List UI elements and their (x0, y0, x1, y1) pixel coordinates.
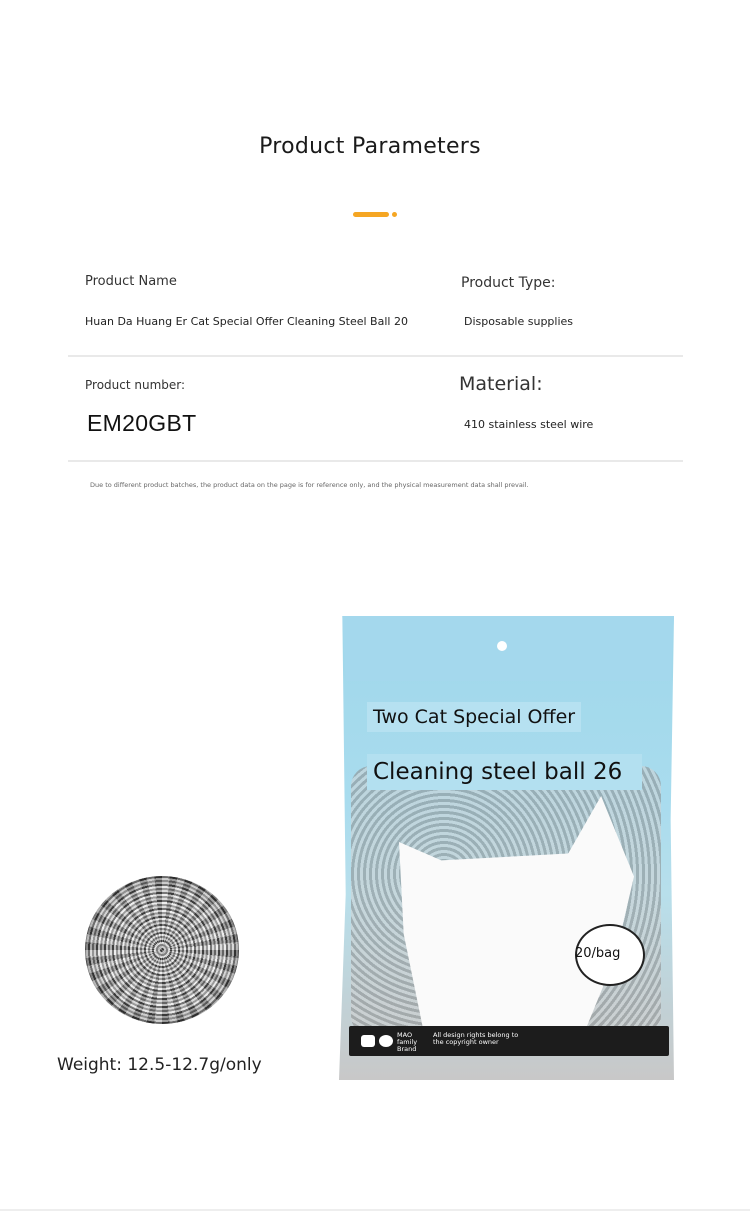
page-title: Product Parameters (259, 134, 481, 159)
disclaimer-text: Due to different product batches, the product data on the page is for reference only, and the physical measurement data shall prevail. (90, 481, 529, 489)
bottom-divider (0, 1209, 750, 1211)
weight-text: Weight: 12.5-12.7g/only (57, 1055, 262, 1075)
product-type-value: Disposable supplies (464, 315, 574, 328)
product-name-label: Product Name (85, 274, 177, 289)
package-product-name: Cleaning steel ball 26 (367, 754, 642, 790)
product-number-label: Product number: (85, 378, 186, 392)
package-image (339, 616, 674, 1080)
rights-text: All design rights belong to the copyright owner (433, 1031, 519, 1046)
row-divider (68, 355, 683, 357)
product-name-value: Huan Da Huang Er Cat Special Offer Cleaning Steel Ball 20 (85, 315, 408, 328)
accent-dot (392, 212, 397, 217)
product-number-value: EM20GBT (87, 410, 197, 436)
package-tagline: Two Cat Special Offer (367, 702, 581, 732)
package-top-seal (339, 616, 674, 681)
product-type-label: Product Type: (461, 275, 556, 291)
row-divider (68, 460, 683, 462)
cat-logo-icon (379, 1035, 393, 1047)
brand-logo-icon (361, 1035, 375, 1047)
brand-text: MAO family Brand (397, 1031, 418, 1053)
steel-ball-image (85, 876, 239, 1024)
accent-bar (353, 212, 389, 217)
hang-hole (497, 641, 507, 651)
material-label: Material: (459, 373, 543, 395)
material-value: 410 stainless steel wire (464, 418, 594, 431)
count-text: 20/bag (575, 946, 621, 961)
